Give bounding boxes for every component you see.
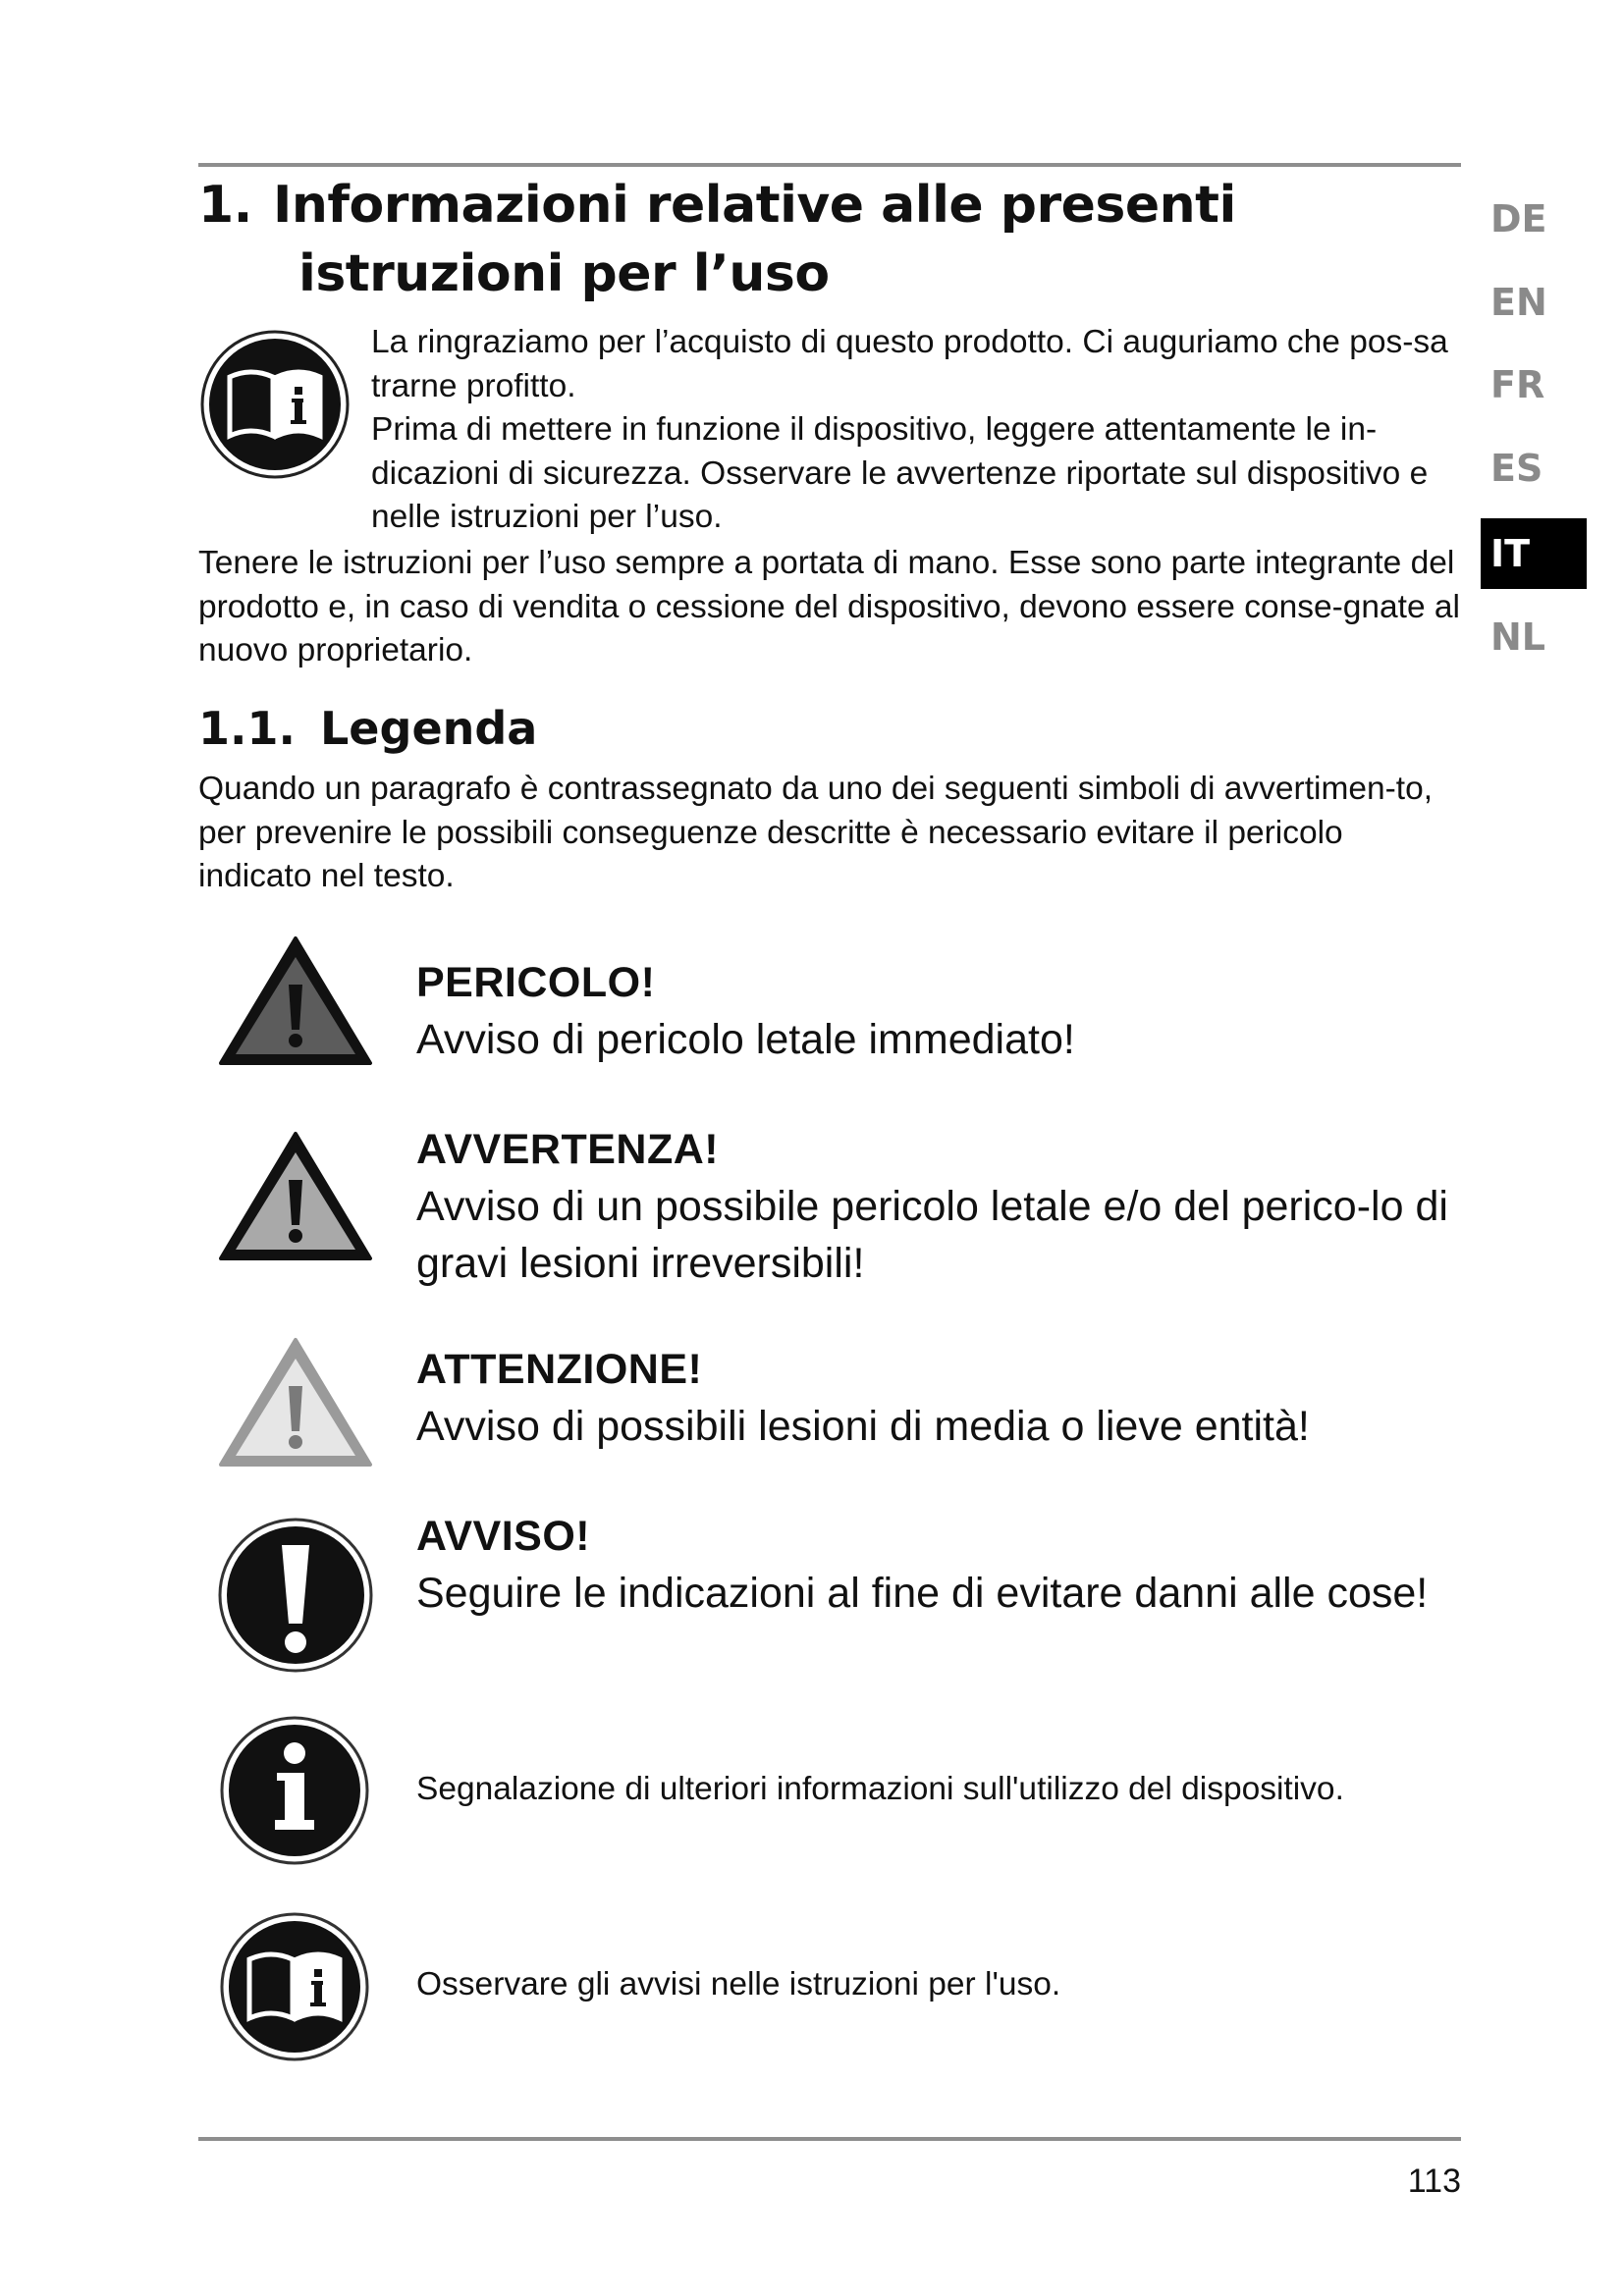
legend-text-manual: Osservare gli avvisi nelle istruzioni per l'uso. xyxy=(416,1966,1061,2002)
legend-entry-caution xyxy=(416,1341,1467,1455)
legend-label-warning: AVVERTENZA! xyxy=(416,1126,720,1173)
language-tab-it[interactable]: IT xyxy=(1481,518,1587,589)
language-tab-nl[interactable]: NL xyxy=(1490,615,1546,659)
language-tab-en[interactable]: EN xyxy=(1490,281,1547,324)
intro-paragraph-keep-manual: Tenere le istruzioni per l’uso sempre a portata di mano. Esse sono parte integrante del prodotto e, in caso di vendita o cessione del dispositivo, devono essere conse-gnate al nuovo proprietario. xyxy=(198,545,1460,668)
intro-paragraph-safety: Prima di mettere in funzione il dispositivo, leggere attentamente le in-dicazioni di sicurezza. Osservare le avvertenze riportate sul dispositivo e nelle istruzioni per l’uso. xyxy=(371,411,1429,535)
language-tab-de[interactable]: DE xyxy=(1490,197,1547,240)
legend-text-warning: Avviso di un possibile pericolo letale e/o del perico-lo di gravi lesioni irreversibili! xyxy=(416,1183,1448,1287)
legend-text-info: Segnalazione di ulteriori informazioni sull'utilizzo del dispositivo. xyxy=(416,1771,1344,1807)
info-circle-icon xyxy=(220,1716,369,1865)
legend-entry-warning xyxy=(416,1121,1467,1292)
chapter-number: 1. xyxy=(198,176,252,235)
legend-intro: Quando un paragrafo è contrassegnato da uno dei seguenti simboli di avvertimen-to, per prevenire le possibili conseguenze descritte è necessario evitare il pericolo indicato nel testo. xyxy=(198,771,1434,894)
intro-text xyxy=(371,321,1469,540)
warning-triangle-dark-icon xyxy=(218,935,373,1067)
top-rule xyxy=(198,163,1461,167)
page-number: 113 xyxy=(1407,2163,1461,2200)
warning-triangle-light-icon xyxy=(218,1337,373,1468)
intro-paragraph-thanks: La ringraziamo per l’acquisto di questo prodotto. Ci auguriamo che pos-sa trarne profitto. xyxy=(371,324,1448,404)
legend-label-caution: ATTENZIONE! xyxy=(416,1346,703,1393)
exclamation-circle-icon xyxy=(218,1518,373,1673)
chapter-title-line2: istruzioni per l’uso xyxy=(298,244,830,303)
language-tab-es[interactable]: ES xyxy=(1490,447,1543,490)
legend-entry-danger xyxy=(416,954,1467,1068)
legend-text-caution: Avviso di possibili lesioni di media o lieve entità! xyxy=(416,1403,1310,1450)
warning-triangle-medium-icon xyxy=(218,1131,373,1262)
manual-info-icon xyxy=(220,1912,369,2061)
section-number: 1.1. xyxy=(198,702,296,755)
manual-info-icon xyxy=(200,330,350,479)
legend-text-notice: Seguire le indicazioni al fine di evitare danni alle cose! xyxy=(416,1570,1429,1617)
chapter-title-line1: Informazioni relative alle presenti xyxy=(273,176,1236,235)
legend-label-danger: PERICOLO! xyxy=(416,959,656,1006)
legend-label-notice: AVVISO! xyxy=(416,1513,591,1560)
section-title: Legenda xyxy=(320,702,538,755)
language-tab-fr[interactable]: FR xyxy=(1490,363,1545,406)
legend-text-danger: Avviso di pericolo letale immediato! xyxy=(416,1016,1075,1063)
bottom-rule xyxy=(198,2137,1461,2141)
section-heading xyxy=(198,699,537,758)
legend-entry-notice xyxy=(416,1508,1467,1622)
